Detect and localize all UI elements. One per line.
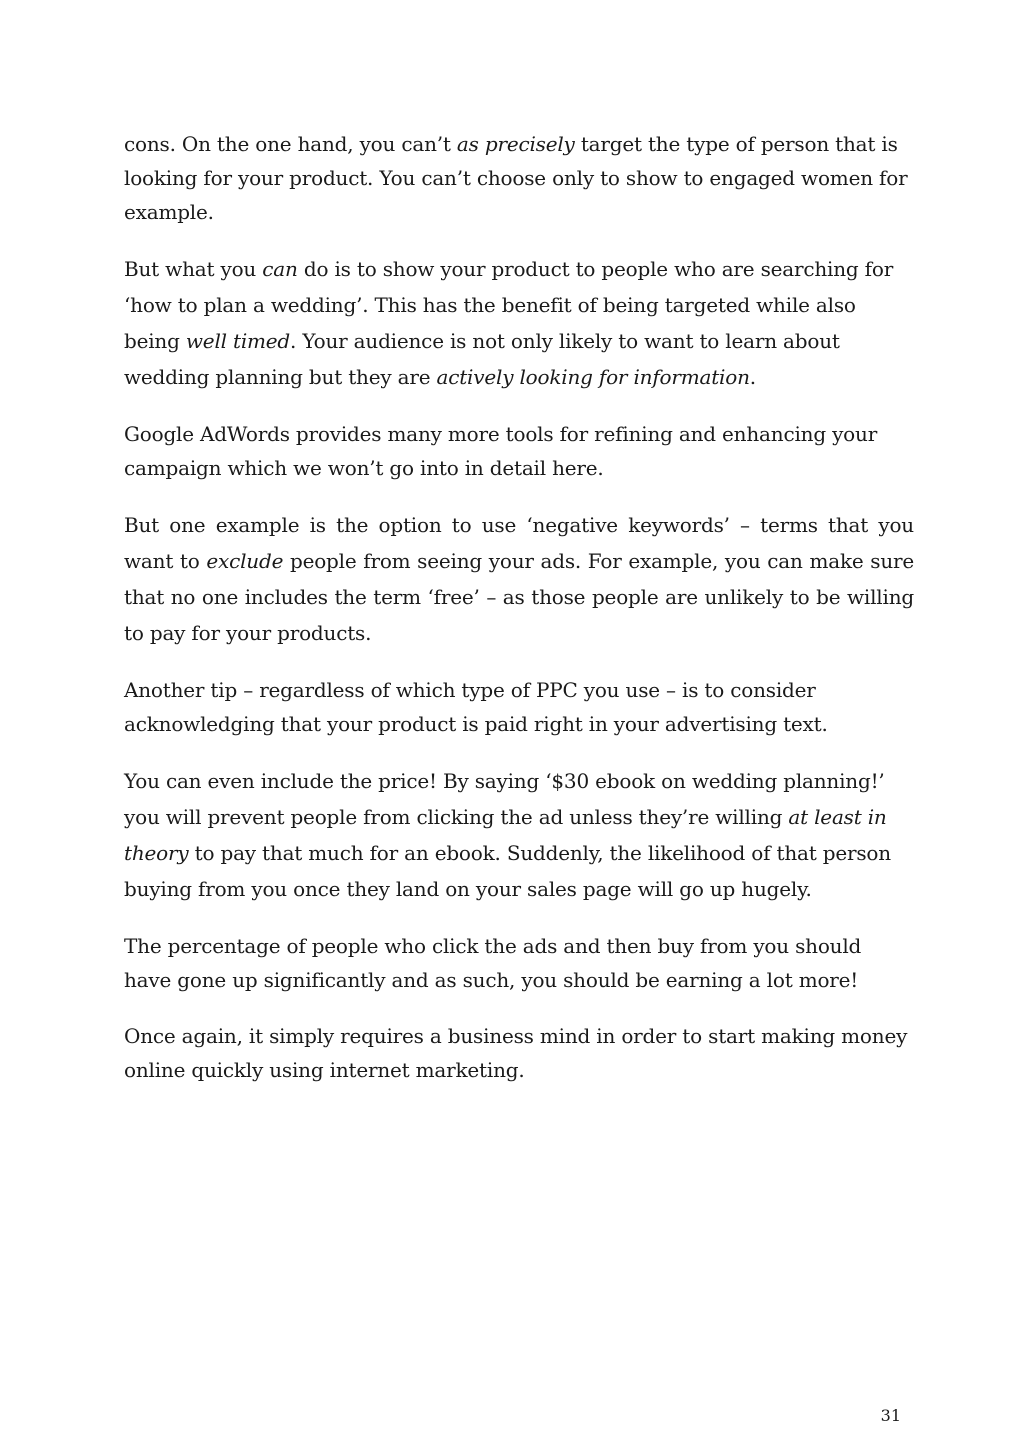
paragraph-3 — [124, 417, 914, 485]
italic-text: actively looking for information — [436, 365, 750, 389]
text-run: But what you — [124, 257, 263, 281]
text-run: . — [749, 365, 756, 389]
page-number: 31 — [880, 1406, 901, 1425]
text-run: to pay that much for an ebook. Suddenly, the likelihood of that person buying from you once they land on your sales page will go up hugely. — [124, 841, 891, 901]
italic-text: at least in theory — [124, 805, 887, 865]
paragraph-8 — [124, 1019, 914, 1087]
text-run: . Your audience is not only likely to want to learn about wedding planning but they are — [124, 329, 840, 389]
paragraph-6 — [124, 763, 914, 907]
text-run: The percentage of people who click the ads and then buy from you should have gone up significantly and as such, you should be earning a lot more! — [124, 934, 862, 992]
italic-text: as precisely — [456, 132, 575, 156]
paragraph-7 — [124, 929, 914, 997]
text-run: But one example is the option to use ‘negative keywords’ – terms that you want to — [124, 513, 914, 573]
text-run: Another tip – regardless of which type of PPC you use – is to consider acknowledging that your product is paid right in your advertising text. — [124, 678, 828, 736]
text-run: target the type of person that is looking for your product. You can’t choose only to show to engaged women for example. — [124, 132, 908, 224]
text-run: Once again, it simply requires a business mind in order to start making money online quickly using internet marketing. — [124, 1024, 908, 1082]
italic-text: exclude — [206, 549, 284, 573]
text-run: cons. On the one hand, you can’t — [124, 132, 457, 156]
paragraph-5 — [124, 673, 914, 741]
italic-text: can — [262, 257, 298, 281]
text-run: You can even include the price! By saying ‘$30 ebook on wedding planning!’ you will prevent people from clicking the ad unless they’re willing — [124, 769, 885, 829]
text-run: Google AdWords provides many more tools for refining and enhancing your campaign which we won’t go into in detail here. — [124, 422, 878, 480]
text-run: people from seeing your ads. For example, you can make sure that no one includes the term ‘free’ – as those people are unlikely to be willing to pay for your products. — [124, 549, 915, 645]
paragraph-4 — [124, 507, 914, 651]
text-run: do is to show your product to people who are searching for ‘how to plan a wedding’. This has the benefit of being targeted while also being — [124, 257, 894, 353]
italic-text: well timed — [185, 329, 291, 353]
document-body — [124, 127, 914, 1109]
paragraph-1 — [124, 127, 914, 229]
paragraph-2 — [124, 251, 914, 395]
